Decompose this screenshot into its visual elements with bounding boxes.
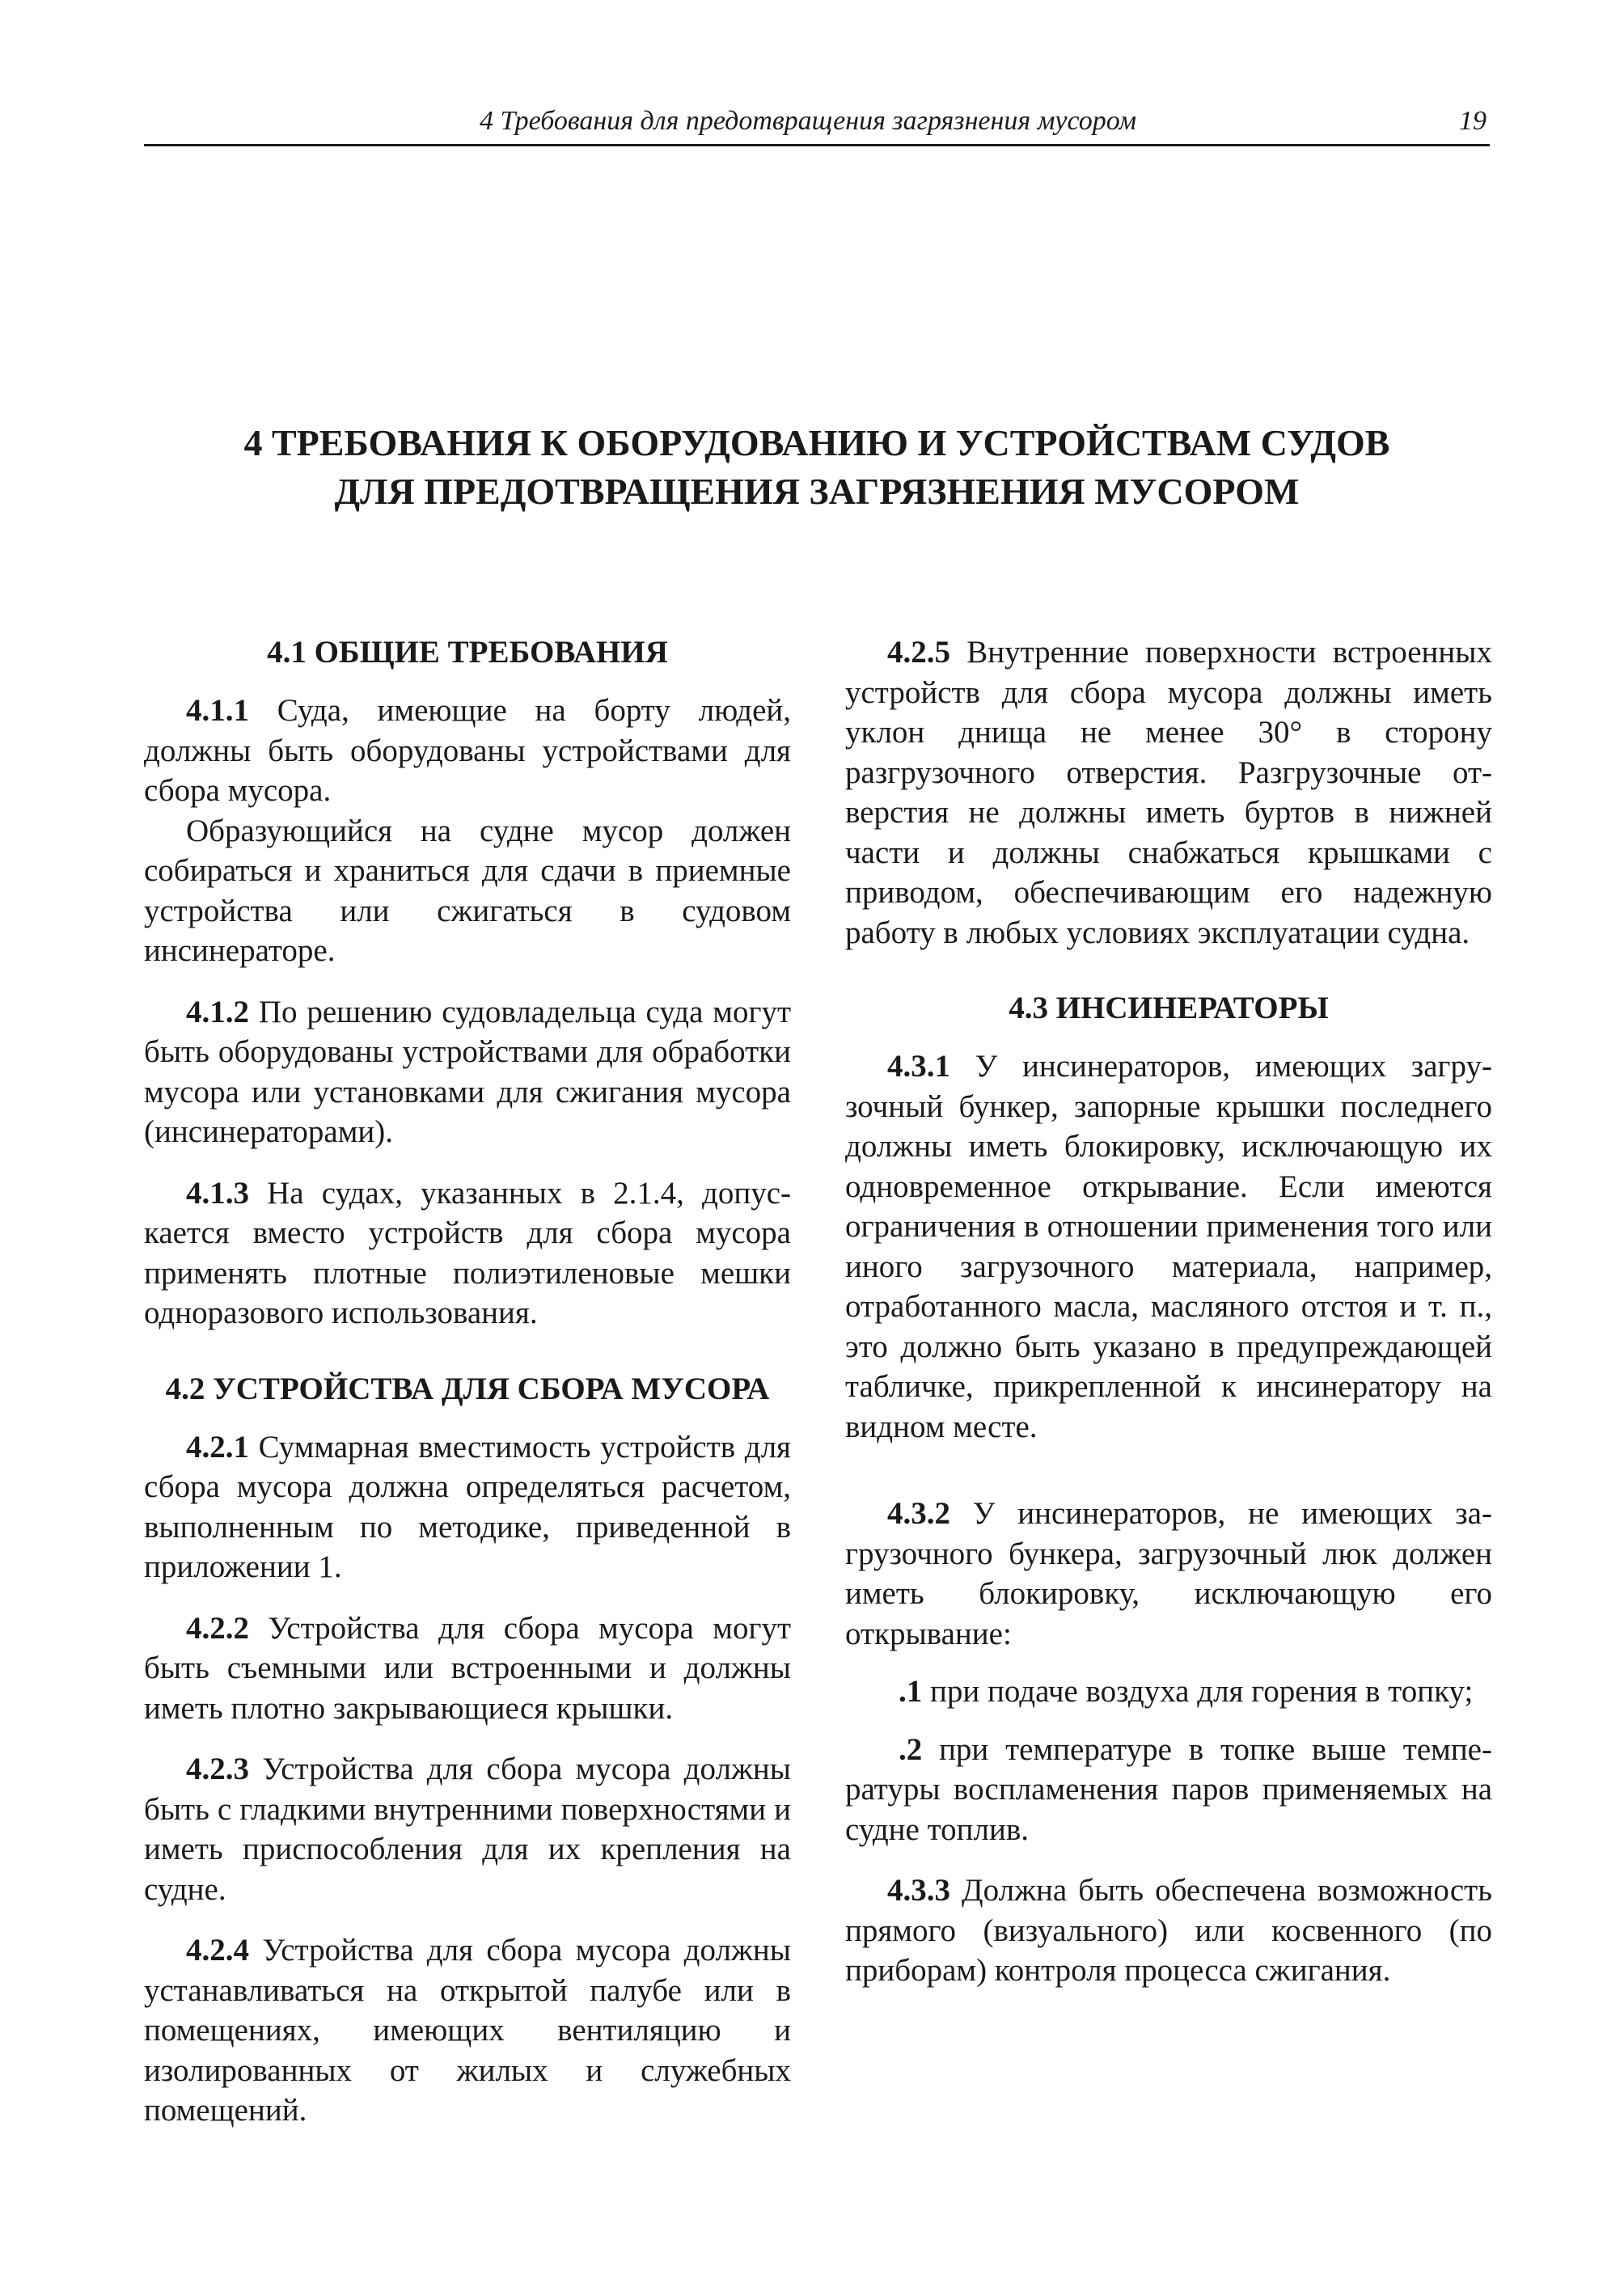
paragraph-4-1-3 — [144, 1173, 791, 1334]
paragraph-4-3-1 — [845, 1046, 1492, 1447]
chapter-title — [144, 419, 1490, 516]
paragraph-4-1-2 — [144, 992, 791, 1152]
list-item-text: при температуре в топке выше температуры воспламенения паров применяемых на судне топлив. — [845, 1731, 1492, 1847]
paragraph-text: Устройства для сбора мусора могут быть съемными или встроенными и должны иметь плотно закрывающиеся крышки. — [144, 1610, 791, 1726]
right-column — [845, 632, 1492, 1991]
paragraph-text: Должна быть обеспечена возможность прямого (визуального) или косвенного (по приборам) контроля процесса сжигания. — [845, 1873, 1492, 1988]
paragraph-4-2-2 — [144, 1608, 791, 1729]
paragraph-4-2-5 — [845, 632, 1492, 953]
paragraph-text: Суммарная вместимость устройств для сбора мусора должна определяться расчетом, выполненным по методике, приведенной в приложении 1. — [144, 1429, 791, 1584]
list-item-number: .2 — [899, 1731, 923, 1767]
section-heading-4-3: 4.3 ИНСИНЕРАТОРЫ — [1009, 991, 1329, 1025]
paragraph-number: 4.2.1 — [186, 1429, 249, 1465]
paragraph-text: У инсинераторов, не имеющих загрузочного бункера, загрузочный люк должен иметь блокировку, исключающую его открывание: — [845, 1496, 1492, 1651]
list-item-1 — [845, 1672, 1492, 1712]
paragraph-4-1-1 — [144, 691, 791, 811]
running-head-title: 4 Требования для предотвращения загрязнения мусором — [480, 106, 1137, 136]
paragraph-text: По решению судовладельца суда могут быть оборудованы устройствами для обработки мусора или установками для сжигания мусора (инсинераторами). — [144, 994, 792, 1149]
list-item-number: .1 — [899, 1674, 923, 1709]
paragraph-number: 4.3.2 — [887, 1496, 950, 1531]
paragraph-4-2-3 — [144, 1749, 791, 1909]
list-item-2 — [845, 1730, 1492, 1850]
paragraph-text: Устройства для сбора мусора должны быть с гладкими внутренними поверхностями и иметь приспособления для их крепления на судне. — [144, 1752, 791, 1907]
paragraph-number: 4.2.4 — [186, 1933, 249, 1968]
paragraph-number: 4.1.1 — [186, 693, 249, 728]
paragraph-4-2-1 — [144, 1427, 791, 1587]
chapter-title-line-1: 4 ТРЕБОВАНИЯ К ОБОРУДОВАНИЮ И УСТРОЙСТВАМ СУДОВ — [243, 422, 1390, 463]
paragraph-text: На судах, указанных в 2.1.4, допускается вместо устройств для сбора мусора применять плотные полиэтиленовые мешки одноразового использования. — [144, 1175, 792, 1330]
section-heading-4-1: 4.1 ОБЩИЕ ТРЕБОВАНИЯ — [267, 635, 668, 670]
page-number: 19 — [1459, 106, 1487, 136]
paragraph-text: Суда, имеющие на борту людей, должны быть оборудованы устройствами для сбора мусора. — [144, 693, 791, 808]
paragraph-number: 4.1.2 — [186, 994, 249, 1029]
paragraph-4-1-1-continued: Образующийся на судне мусор должен собираться и храниться для сдачи в приемные устройства или сжигаться в судовом инсинераторе. — [144, 813, 791, 968]
paragraph-text: У инсинераторов, имеющих загрузочный бункер, запорные крышки последнего должны иметь блокировку, исключающую их одновременное открывание. Если имеются ограничения в отношении применения того или иного загрузочного материала, например, отработанного масла, масляного отстоя и т. п., это должно быть указано в предупреждающей табличке, прикрепленной к инсинератору на видном месте. — [845, 1049, 1492, 1444]
list-item-text: при подаче воздуха для горения в топку; — [930, 1674, 1474, 1709]
paragraph-text: Внутренние поверхности встроенных устройств для сбора мусора должны иметь уклон днища не менее 30° в сторону разгрузочного отверстия. Разгрузочные отверстия не должны иметь буртов в нижней части и должны снабжаться крышками с приводом, обеспечивающим его надежную работу в любых условиях эксплуатации судна. — [845, 635, 1493, 950]
running-head — [144, 104, 1490, 146]
paragraph-number: 4.2.2 — [186, 1610, 249, 1646]
paragraph-number: 4.2.5 — [887, 635, 950, 670]
paragraph-text: Устройства для сбора мусора должны устанавливаться на открытой палубе или в помещениях, имеющих вентиляцию и изолированных от жилых и служебных помещений. — [144, 1933, 791, 2128]
chapter-title-line-2: ДЛЯ ПРЕДОТВРАЩЕНИЯ ЗАГРЯЗНЕНИЯ МУСОРОМ — [334, 471, 1300, 512]
section-heading-4-2: 4.2 УСТРОЙСТВА ДЛЯ СБОРА МУСОРА — [165, 1371, 770, 1406]
paragraph-number: 4.3.3 — [887, 1873, 950, 1908]
paragraph-number: 4.2.3 — [186, 1752, 249, 1786]
paragraph-4-3-2 — [845, 1494, 1492, 1654]
paragraph-4-3-3 — [845, 1870, 1492, 1991]
paragraph-number: 4.1.3 — [186, 1175, 249, 1211]
left-column — [144, 632, 791, 2131]
paragraph-4-2-4 — [144, 1930, 791, 2131]
paragraph-number: 4.3.1 — [887, 1049, 950, 1084]
